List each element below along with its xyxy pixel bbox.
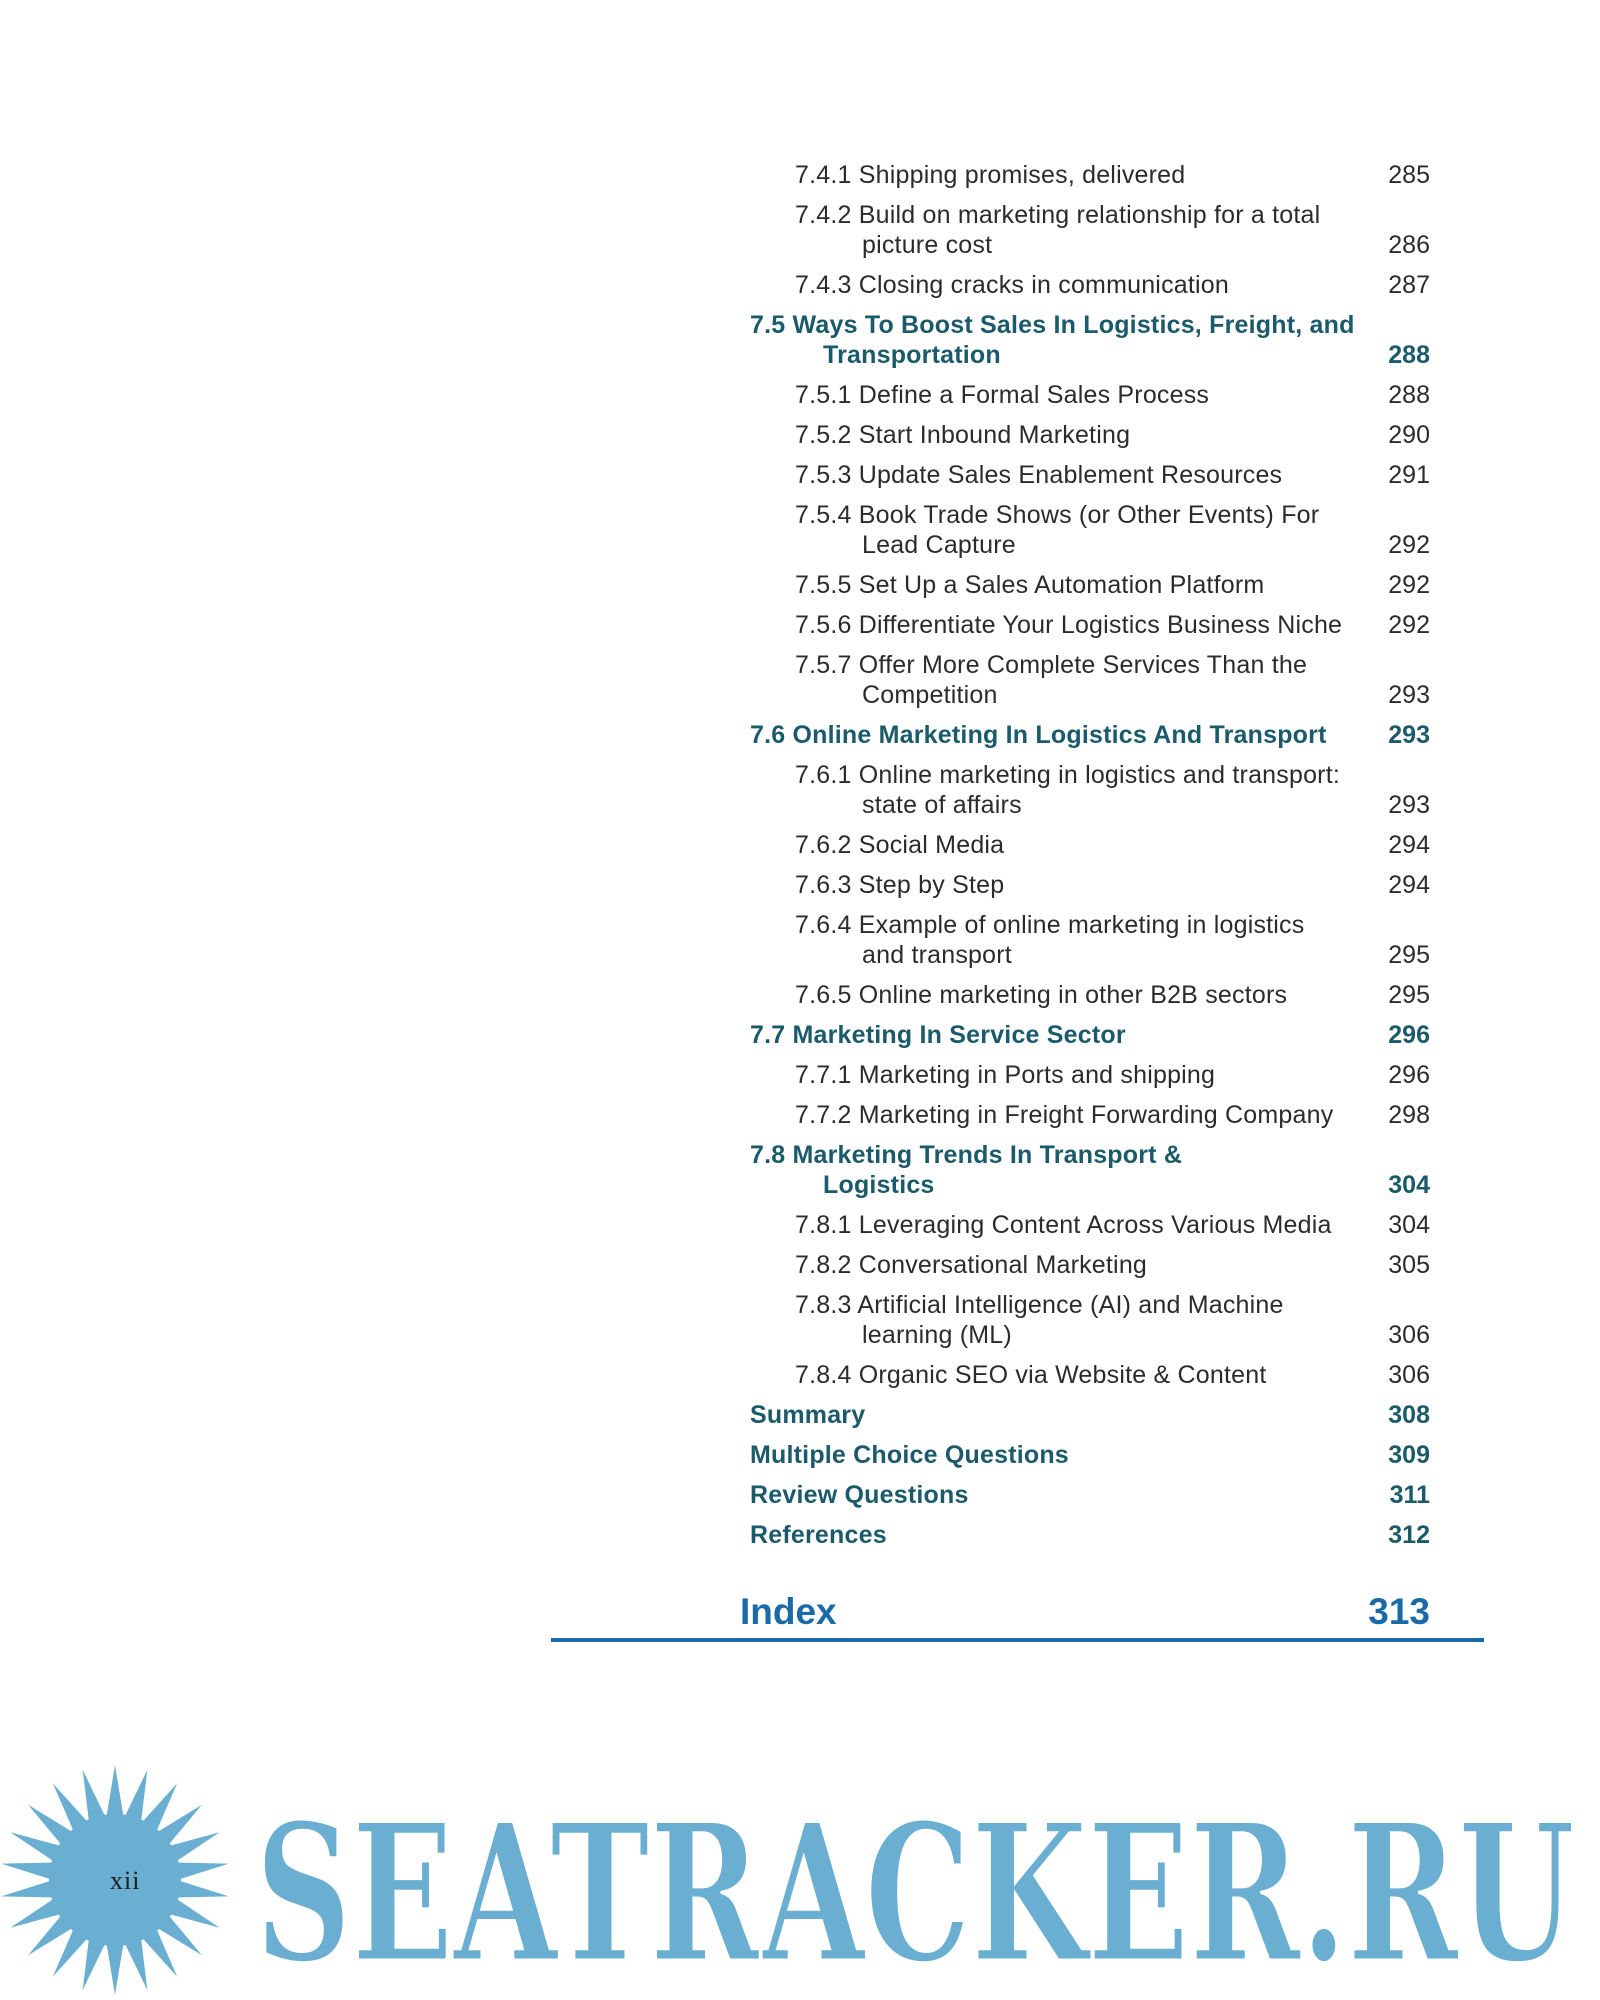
toc-entry-title: 7.5.7 Offer More Complete Services Than the <box>795 651 1308 679</box>
toc-section-entry[interactable] <box>750 720 1327 750</box>
toc-subsection-entry[interactable] <box>795 1250 1147 1280</box>
toc-page-number: 304 <box>1388 1211 1430 1239</box>
toc-entry-title: 7.4.3 Closing cracks in communication <box>795 271 1229 299</box>
toc-subsection-entry[interactable] <box>795 760 1340 820</box>
toc-entry-title: 7.6.4 Example of online marketing in logistics <box>795 911 1305 939</box>
toc-subsection-entry[interactable] <box>795 980 1287 1010</box>
toc-entry-title: Multiple Choice Questions <box>750 1441 1069 1469</box>
toc-page-number: 293 <box>1388 721 1430 749</box>
toc-subsection-entry[interactable] <box>795 570 1264 600</box>
toc-entry-title: References <box>750 1521 887 1549</box>
toc-page-number: 308 <box>1388 1401 1430 1429</box>
page-number: xii <box>110 1866 141 1895</box>
toc-page-number: 311 <box>1389 1481 1430 1509</box>
toc-entry-title: 7.8.4 Organic SEO via Website & Content <box>795 1361 1267 1389</box>
toc-subsection-entry[interactable] <box>795 460 1282 490</box>
toc-section-entry[interactable] <box>750 310 1355 370</box>
toc-subsection-entry[interactable] <box>795 1290 1284 1350</box>
toc-page-number: 290 <box>1388 421 1430 449</box>
toc-entry-title: 7.5.5 Set Up a Sales Automation Platform <box>795 571 1265 599</box>
toc-page-number: 298 <box>1388 1101 1430 1129</box>
toc-section-entry[interactable] <box>750 1520 887 1550</box>
toc-entry-title: 7.8.2 Conversational Marketing <box>795 1251 1148 1279</box>
toc-entry-title: 7.5.1 Define a Formal Sales Process <box>795 381 1210 409</box>
toc-entry-title: 7.8.3 Artificial Intelligence (AI) and Machine <box>795 1291 1284 1319</box>
toc-entry-title: 7.5.4 Book Trade Shows (or Other Events) For <box>795 501 1320 529</box>
toc-entry-title-continued: learning (ML) <box>862 1321 1012 1349</box>
toc-entry-title: 7.8.1 Leveraging Content Across Various Media <box>795 1211 1332 1239</box>
toc-section-entry[interactable] <box>750 1400 865 1430</box>
toc-page-number: 312 <box>1388 1521 1430 1549</box>
toc-page-number: 287 <box>1388 271 1430 299</box>
toc-entry-title: 7.6.5 Online marketing in other B2B sectors <box>795 981 1288 1009</box>
toc-entry-title-continued: and transport <box>862 941 1012 969</box>
toc-subsection-entry[interactable] <box>795 380 1209 410</box>
toc-page-number: 295 <box>1388 941 1430 969</box>
toc-entry-title-continued: Transportation <box>823 341 1001 369</box>
toc-entry-title-continued: Lead Capture <box>862 531 1016 559</box>
index-page-number: 313 <box>1368 1591 1430 1632</box>
toc-subsection-entry[interactable] <box>795 1210 1332 1240</box>
toc-page-number: 296 <box>1388 1021 1430 1049</box>
toc-section-entry[interactable] <box>750 1140 1182 1200</box>
toc-entry-title: 7.5.2 Start Inbound Marketing <box>795 421 1131 449</box>
toc-entry-title-continued: picture cost <box>862 231 993 259</box>
toc-entry-title: 7.6.2 Social Media <box>795 831 1005 859</box>
toc-page-number: 296 <box>1388 1061 1430 1089</box>
toc-subsection-entry[interactable] <box>795 500 1319 560</box>
toc-section-entry[interactable] <box>750 1020 1126 1050</box>
toc-subsection-entry[interactable] <box>795 650 1307 710</box>
toc-page-number: 305 <box>1388 1251 1430 1279</box>
toc-entry-title: 7.8 Marketing Trends In Transport & <box>750 1141 1183 1169</box>
toc-entry-title: 7.4.2 Build on marketing relationship for a total <box>795 201 1321 229</box>
toc-page-number: 293 <box>1388 681 1430 709</box>
toc-subsection-entry[interactable] <box>795 830 1004 860</box>
toc-page-number: 288 <box>1388 381 1430 409</box>
toc-subsection-entry[interactable] <box>795 200 1320 260</box>
toc-subsection-entry[interactable] <box>795 610 1342 640</box>
toc-page-number: 294 <box>1388 871 1430 899</box>
watermark <box>0 1760 1600 2000</box>
toc-page-number: 306 <box>1388 1361 1430 1389</box>
toc-subsection-entry[interactable] <box>795 910 1304 970</box>
toc-section-entry[interactable] <box>750 1440 1069 1470</box>
toc-entry-title: Review Questions <box>750 1481 969 1509</box>
toc-subsection-entry[interactable] <box>795 160 1185 190</box>
toc-entry-title: 7.5 Ways To Boost Sales In Logistics, Freight, and <box>750 311 1355 339</box>
toc-entry-title: 7.5.6 Differentiate Your Logistics Business Niche <box>795 611 1343 639</box>
toc-page-number: 292 <box>1388 531 1430 559</box>
toc-entry-title-continued: Logistics <box>823 1171 935 1199</box>
watermark-text: SEATRACKER.RU <box>255 1782 1575 2000</box>
toc-subsection-entry[interactable] <box>795 1360 1266 1390</box>
toc-subsection-entry[interactable] <box>795 1100 1333 1130</box>
toc-page-number: 304 <box>1388 1171 1430 1199</box>
toc-entry-title: 7.6.3 Step by Step <box>795 871 1005 899</box>
toc-page-number: 291 <box>1388 461 1430 489</box>
toc-page-number: 294 <box>1388 831 1430 859</box>
toc-subsection-entry[interactable] <box>795 270 1229 300</box>
toc-section-entry[interactable] <box>750 1480 969 1510</box>
toc-page-number: 309 <box>1388 1441 1430 1469</box>
toc-entry-title: 7.5.3 Update Sales Enablement Resources <box>795 461 1283 489</box>
toc-subsection-entry[interactable] <box>795 420 1130 450</box>
toc-entry-title: Summary <box>750 1401 866 1429</box>
toc-subsection-entry[interactable] <box>795 870 1004 900</box>
toc-page-number: 286 <box>1388 231 1430 259</box>
toc-page-number: 295 <box>1388 981 1430 1009</box>
toc-page-number: 306 <box>1388 1321 1430 1349</box>
toc-entry-title-continued: Competition <box>862 681 998 709</box>
toc-page-number: 292 <box>1388 611 1430 639</box>
toc-entry-title: 7.6.1 Online marketing in logistics and transport: <box>795 761 1340 789</box>
toc-page-number: 292 <box>1388 571 1430 599</box>
toc-page-number: 288 <box>1388 341 1430 369</box>
toc-subsection-entry[interactable] <box>795 1060 1215 1090</box>
toc-page-number: 285 <box>1388 161 1430 189</box>
toc-entry-title: 7.7.1 Marketing in Ports and shipping <box>795 1061 1216 1089</box>
toc-entry-title: 7.4.1 Shipping promises, delivered <box>795 161 1186 189</box>
index-heading[interactable]: Index <box>740 1591 837 1632</box>
toc-entry-title: 7.7.2 Marketing in Freight Forwarding Company <box>795 1101 1334 1129</box>
toc-page-number: 293 <box>1388 791 1430 819</box>
toc-entry-title: 7.6 Online Marketing In Logistics And Transport <box>750 721 1327 749</box>
toc-entry-title: 7.7 Marketing In Service Sector <box>750 1021 1126 1049</box>
index-divider <box>551 1638 1484 1642</box>
toc-entry-title-continued: state of affairs <box>862 791 1022 819</box>
